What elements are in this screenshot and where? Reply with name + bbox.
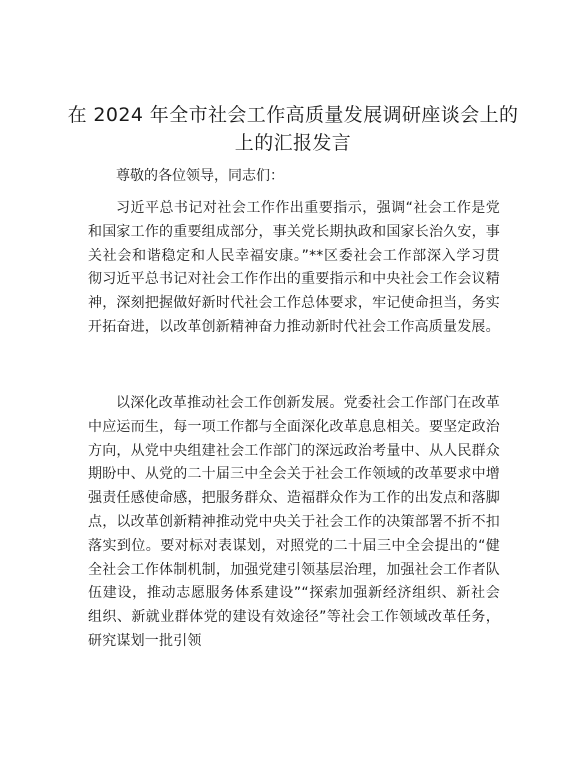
document-title: 在 2024 年全市社会工作高质量发展调研座谈会上的上的汇报发言 xyxy=(67,104,519,154)
body-paragraph: 习近平总书记对社会工作作出重要指示，强调“社会工作是党和国家工作的重要组成部分，事关党长期执政和国家长治久安，事关社会和谐稳定和人民幸福安康。”**区委社会工作部深入学习贯彻习近平总书记对社会工作作出的重要指示和中央社会工作会议精神，深刻把握做好新时代社会工作总体要求，牢记使命担当，务实开拓奋进，以改革创新精神奋力推动新时代社会工作高质量发展。 xyxy=(88,200,500,335)
salutation: 尊敬的各位领导，同志们： xyxy=(116,168,284,184)
body-paragraph: 以深化改革推动社会工作创新发展。党委社会工作部门在改革中应运而生，每一项工作都与全面深化改革息息相关。要坚定政治方向，从党中央组建社会工作部门的深远政治考量中、从人民群众期盼中、从党的二十届三中全会关于社会工作领域的改革要求中增强责任感使命感，把服务群众、造福群众作为工作的出发点和落脚点，以改革创新精神推动党中央关于社会工作的决策部署不折不扣落实到位。要对标对表谋划，对照党的二十届三中全会提出的“健全社会工作体制机制，加强党建引领基层治理，加强社会工作者队伍建设，推动志愿服务体系建设”“探索加强新经济组织、新社会组织、新就业群体党的建设有效途径”等社会工作领域改革任务，研究谋划一批引领 xyxy=(88,395,500,649)
